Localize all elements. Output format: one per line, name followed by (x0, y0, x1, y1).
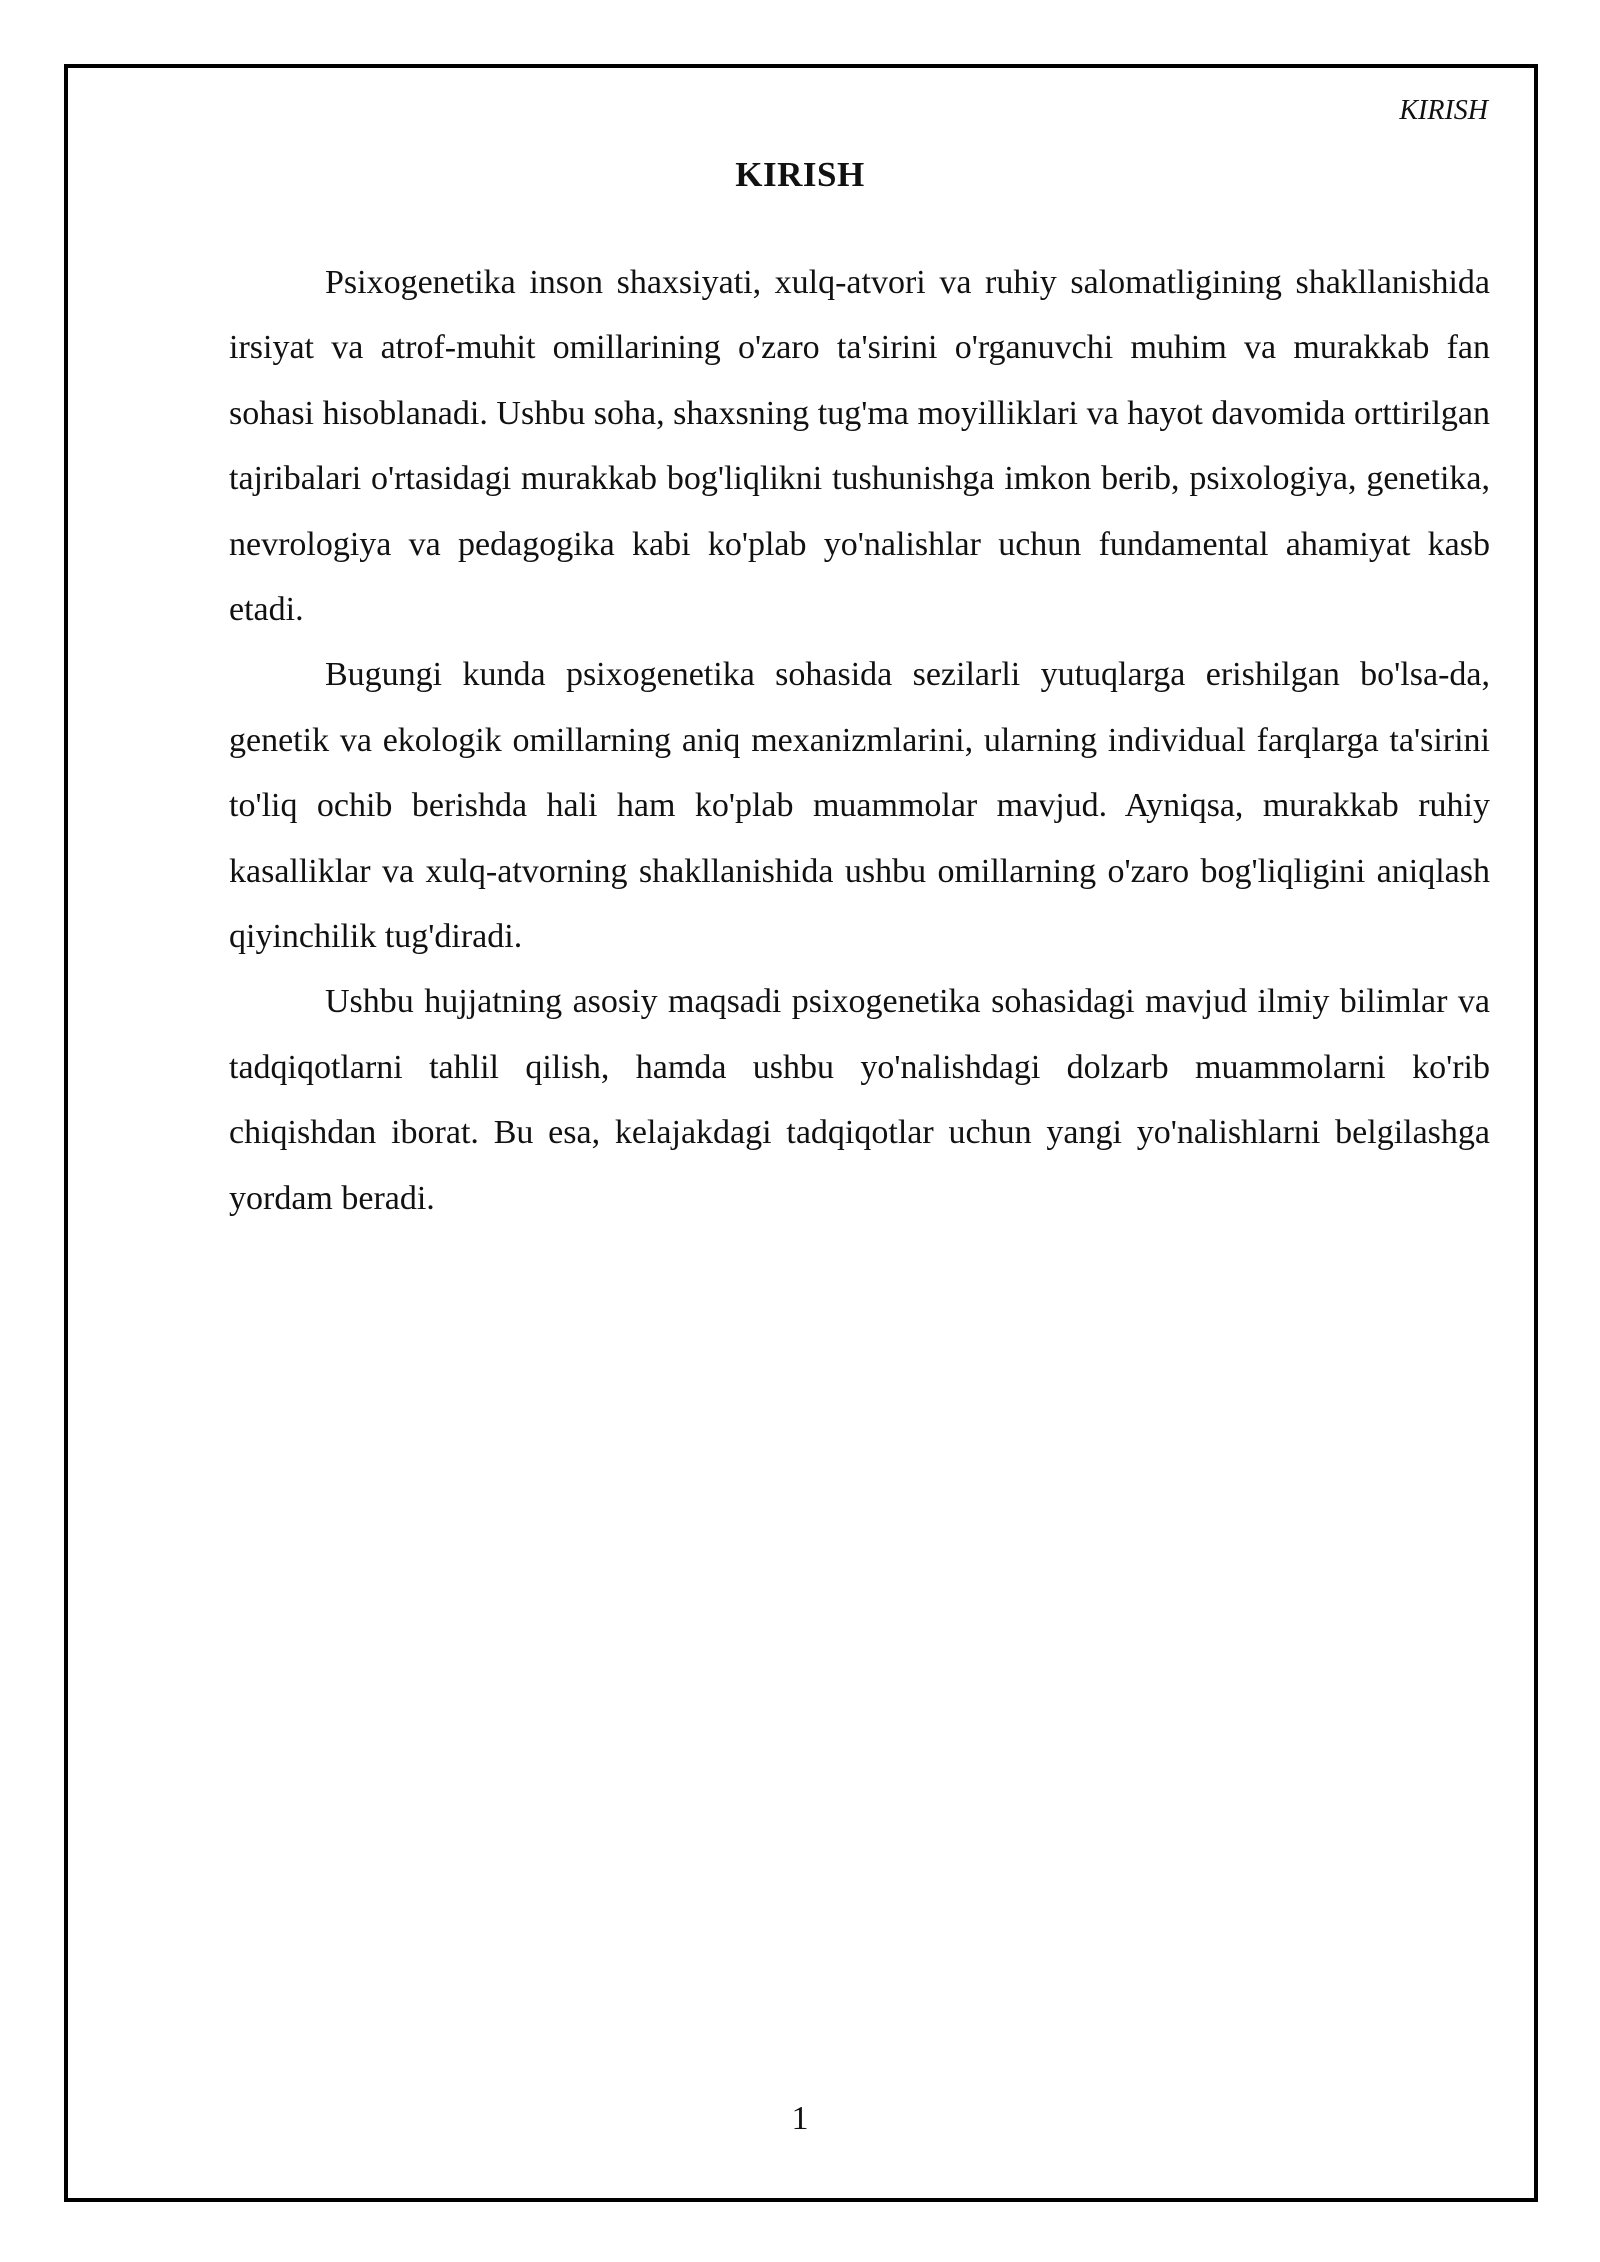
page-title: KIRISH (735, 155, 865, 194)
paragraph-purpose: Ushbu hujjatning asosiy maqsadi psixogenetika sohasidagi mavjud ilmiy bilimlar va tadqiqotlarni tahlil qilish, hamda ushbu yo'nalishdagi dolzarb muammolarni ko'rib chiqishdan iborat. Bu esa, kelajakdagi tadqiqotlar uchun yangi yo'nalishlarni belgilashga yordam beradi. (229, 983, 1490, 1217)
paragraph-current-state: Bugungi kunda psixogenetika sohasida sezilarli yutuqlarga erishilgan bo'lsa-da, genetik va ekologik omillarning aniq mexanizmlarini, ularning individual farqlarga ta'sirini to'liq ochib berishda hali ham ko'plab muammolar mavjud. Ayniqsa, murakkab ruhiy kasalliklar va xulq-atvorning shakllanishida ushbu omillarning o'zaro bog'liqligini aniqlash qiyinchilik tug'diradi. (229, 656, 1490, 956)
body-text (229, 250, 1490, 1231)
running-header: KIRISH (1399, 95, 1488, 126)
paragraph-introduction: Psixogenetika inson shaxsiyati, xulq-atvori va ruhiy salomatligining shakllanishida irsiyat va atrof-muhit omillarining o'zaro ta'sirini o'rganuvchi muhim va murakkab fan sohasi hisoblanadi. Ushbu soha, shaxsning tug'ma moyilliklari va hayot davomida orttirilgan tajribalari o'rtasidagi murakkab bog'liqlikni tushunishga imkon berib, psixologiya, genetika, nevrologiya va pedagogika kabi ko'plab yo'nalishlar uchun fundamental ahamiyat kasb etadi. (229, 264, 1490, 629)
page-number: 1 (791, 2100, 809, 2137)
